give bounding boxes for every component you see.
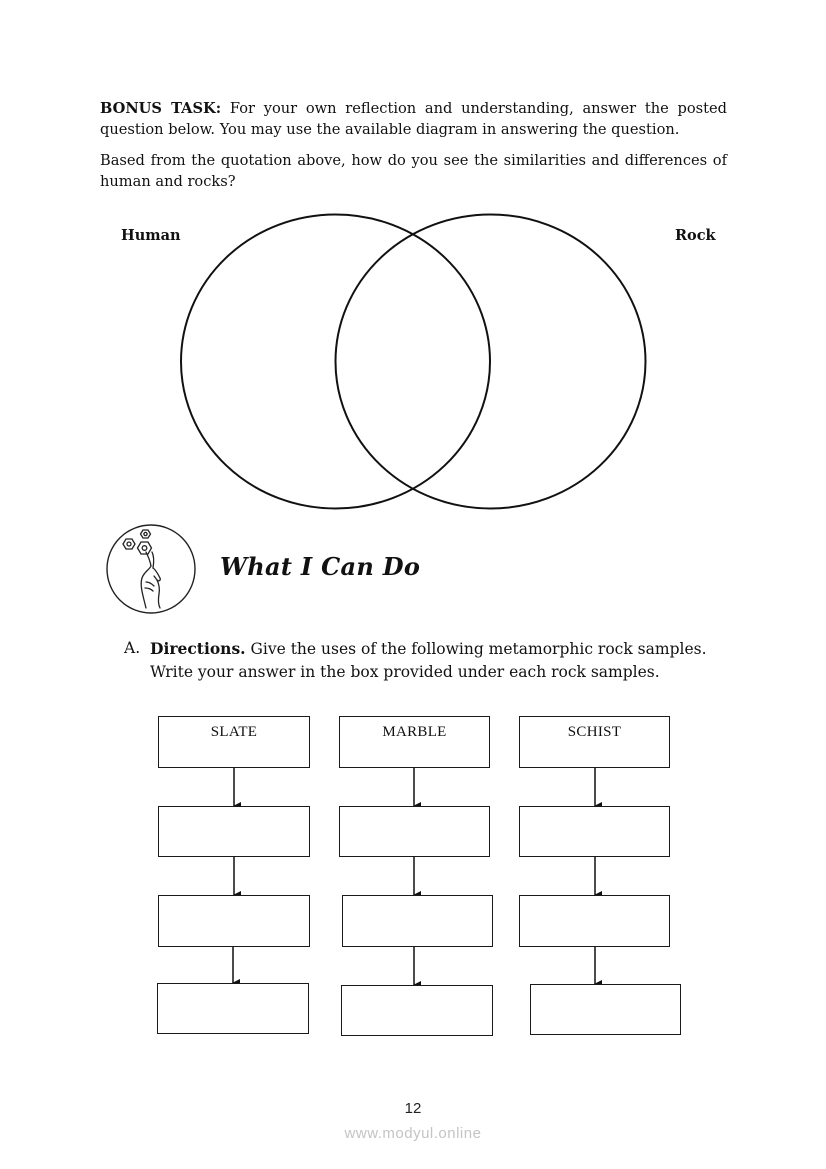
schist-answer-box-2[interactable] — [519, 895, 670, 947]
bonus-task-question: Based from the quotation above, how do you see the similarities and differences of human and rocks? — [100, 152, 727, 190]
marble-answer-box-3[interactable] — [341, 985, 493, 1036]
page-number: 12 — [404, 1100, 422, 1117]
directions-letter: A. — [124, 639, 141, 657]
marble-answer-box-1[interactable] — [339, 806, 490, 857]
slate-answer-box-1[interactable] — [158, 806, 310, 857]
directions-text: Give the uses of the following metamorphic rock samples. Write your answer in the box provided under each rock samples. — [150, 640, 707, 681]
slate-header-box — [158, 716, 310, 768]
schist-answer-box-3[interactable] — [530, 984, 681, 1035]
schist-header-box — [519, 716, 670, 768]
venn-right-label: Rock — [675, 227, 716, 244]
watermark: www.modyul.online — [344, 1125, 482, 1142]
slate-header-label: SLATE — [210, 724, 258, 740]
schist-answer-box-1[interactable] — [519, 806, 670, 857]
marble-answer-box-2[interactable] — [342, 895, 493, 947]
bonus-task-text: For your own reflection and understanding, answer the posted question below. You may use the available diagram in answering the question. — [100, 100, 728, 138]
section-title: What I Can Do — [220, 552, 421, 581]
marble-header-label: MARBLE — [382, 724, 447, 740]
directions-label: Directions. — [150, 639, 246, 658]
slate-answer-box-2[interactable] — [158, 895, 310, 947]
venn-left-label: Human — [121, 227, 181, 244]
slate-answer-box-3[interactable] — [157, 983, 309, 1034]
schist-header-label: SCHIST — [567, 724, 622, 740]
bonus-task-label: BONUS TASK: — [100, 100, 222, 117]
marble-header-box — [339, 716, 490, 768]
